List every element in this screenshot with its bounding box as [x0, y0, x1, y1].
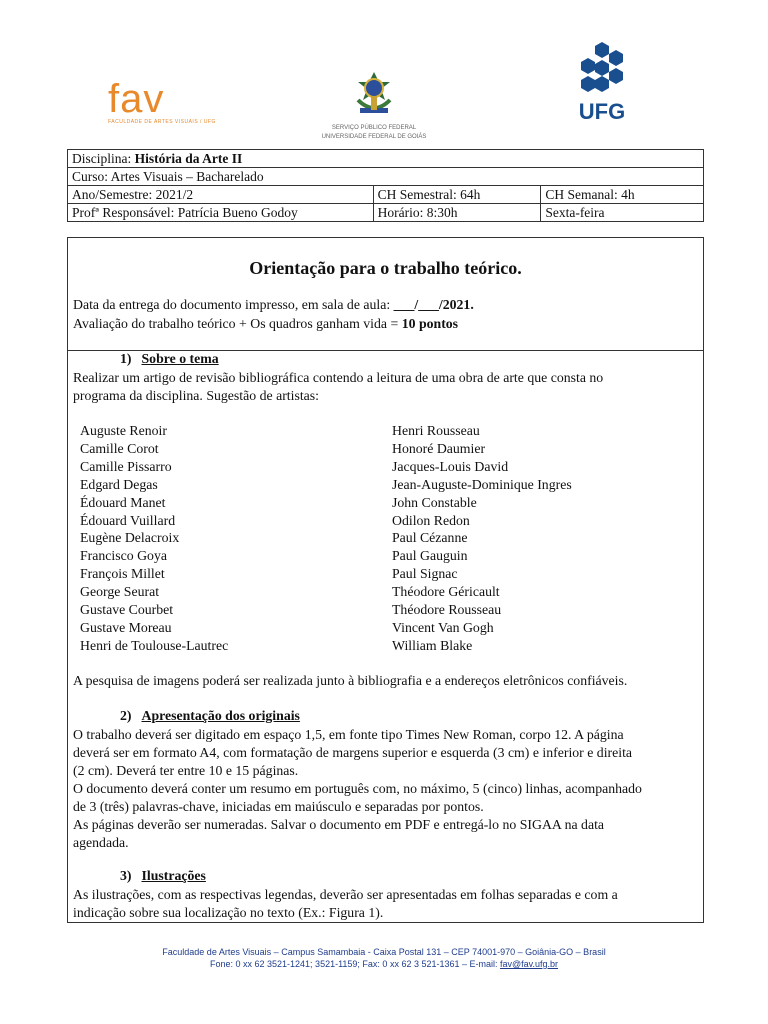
crest-line-1: SERVIÇO PÚBLICO FEDERAL [331, 125, 417, 131]
avaliacao-points: 10 pontos [401, 316, 459, 331]
professor-cell: Profª Responsável: Patrícia Bueno Godoy [68, 204, 374, 222]
table-row [68, 168, 704, 186]
list-item: Gustave Courbet [80, 602, 174, 618]
footer-email-link[interactable]: fav@fav.ufg.br [500, 959, 559, 969]
ano-semestre-cell: Ano/Semestre: 2021/2 [68, 186, 374, 204]
ch-semanal-cell: CH Semanal: 4h [541, 186, 704, 204]
fav-logo-subtitle: FACULDADE DE ARTES VISUAIS / UFG [108, 119, 216, 125]
section-2-line: (2 cm). Deverá ter entre 10 e 15 páginas. [73, 763, 299, 778]
list-item: Camille Pissarro [80, 458, 172, 474]
section-2-line: deverá ser em formato A4, com formatação de margens superior e esquerda (3 cm) e inferior e direita [73, 745, 633, 760]
list-item: Henri de Toulouse-Lautrec [80, 637, 229, 653]
list-item: Théodore Géricault [392, 584, 500, 600]
avaliacao-text: Avaliação do trabalho teórico + Os quadros ganham vida = [73, 316, 402, 331]
list-item: Paul Signac [392, 566, 458, 582]
disciplina-cell [68, 150, 704, 168]
coat-of-arms-icon [352, 70, 396, 118]
assignment-box [67, 237, 704, 923]
fav-logo-word: fav [108, 77, 165, 121]
section-1-closing: A pesquisa de imagens poderá ser realizada junto à bibliografia e a endereços eletrônicos confiáveis. [73, 673, 628, 688]
list-item: Francisco Goya [80, 548, 167, 564]
list-item: George Seurat [80, 584, 160, 600]
table-row [68, 150, 704, 168]
page-header [0, 0, 768, 145]
list-item: Jacques-Louis David [392, 458, 509, 474]
list-item: Auguste Renoir [80, 423, 167, 438]
section-2-line: As páginas deverão ser numeradas. Salvar o documento em PDF e entregá-lo no SIGAA na data [73, 817, 605, 832]
ch-semestral-cell: CH Semestral: 64h [373, 186, 541, 204]
section-2-heading [120, 708, 300, 724]
list-item: Odilon Redon [392, 512, 470, 528]
brazil-coat-of-arms [318, 70, 430, 141]
entrega-text: Data da entrega do documento impresso, em sala de aula: [73, 297, 394, 312]
list-item: William Blake [392, 637, 473, 653]
avaliacao-line [73, 315, 458, 333]
footer-address: Faculdade de Artes Visuais – Campus Samambaia - Caixa Postal 131 – CEP 74001-970 – Goiânia-GO – Brasil [162, 947, 606, 957]
list-item: Paul Cézanne [392, 530, 468, 546]
section-1-heading [120, 351, 219, 367]
section-1-intro-line-2: programa da disciplina. Sugestão de artistas: [73, 388, 319, 403]
document-title: Orientação para o trabalho teórico. [249, 258, 522, 278]
section-2-line: agendada. [73, 835, 129, 850]
list-item: Paul Gauguin [392, 548, 468, 564]
dia-cell: Sexta-feira [541, 204, 704, 222]
section-1-intro-line-1: Realizar um artigo de revisão bibliográfica contendo a leitura de uma obra de arte que consta no [73, 370, 604, 385]
list-item: Eugène Delacroix [80, 530, 180, 546]
ufg-logo-word: UFG [578, 99, 626, 124]
fav-logo [108, 77, 216, 125]
list-item: Théodore Rousseau [392, 602, 502, 618]
list-item: Gustave Moreau [80, 619, 172, 635]
entrega-date: ___/___/2021. [393, 297, 474, 312]
footer-contact [0, 958, 768, 970]
horario-cell: Horário: 8:30h [373, 204, 541, 222]
disciplina-value: História da Arte II [134, 151, 243, 166]
section-2-line: de 3 (três) palavras-chave, iniciadas em maiúsculo e separadas por pontos. [73, 799, 484, 814]
section-number: 1) [120, 351, 132, 366]
list-item: John Constable [392, 494, 477, 510]
section-number: 3) [120, 868, 132, 883]
list-item: Édouard Vuillard [80, 512, 176, 528]
list-item: Vincent Van Gogh [392, 619, 494, 635]
crest-line-2: UNIVERSIDADE FEDERAL DE GOIÁS [321, 134, 427, 140]
footer-phone-fax: Fone: 0 xx 62 3521-1241; 3521-1159; Fax: 0 xx 62 3 521-1361 – E-mail: [209, 959, 501, 969]
disciplina-label: Disciplina: [72, 151, 132, 166]
section-3-heading [120, 868, 206, 884]
section-title: Sobre o tema [141, 351, 219, 366]
section-3-line: As ilustrações, com as respectivas legendas, deverão ser apresentadas em folhas separadas e com a [73, 887, 618, 902]
list-item: Edgard Degas [80, 476, 158, 492]
curso-cell: Curso: Artes Visuais – Bacharelado [68, 168, 704, 186]
list-item: Jean-Auguste-Dominique Ingres [392, 476, 572, 492]
list-item: Camille Corot [80, 440, 159, 456]
artists-right-column [392, 422, 572, 655]
section-2-line: O trabalho deverá ser digitado em espaço 1,5, em fonte tipo Times New Roman, corpo 12. A página [73, 727, 624, 742]
section-3-line: indicação sobre sua localização no texto (Ex.: Figura 1). [73, 905, 384, 920]
list-item: Édouard Manet [80, 494, 166, 510]
course-info-table [67, 149, 704, 222]
list-item: Honoré Daumier [392, 440, 486, 456]
list-item: François Millet [80, 566, 165, 582]
list-item: Henri Rousseau [392, 423, 480, 438]
entrega-line [73, 296, 474, 314]
section-title: Ilustrações [141, 868, 206, 883]
ufg-hexagons-icon [572, 40, 632, 96]
page-footer [0, 946, 768, 970]
section-2-line: O documento deverá conter um resumo em português com, no máximo, 5 (cinco) linhas, acompanhado [73, 781, 642, 796]
section-number: 2) [120, 708, 132, 723]
table-row [68, 186, 704, 204]
ufg-logo [566, 40, 638, 125]
section-title: Apresentação dos originais [141, 708, 300, 723]
artists-left-column [80, 422, 228, 655]
table-row [68, 204, 704, 222]
